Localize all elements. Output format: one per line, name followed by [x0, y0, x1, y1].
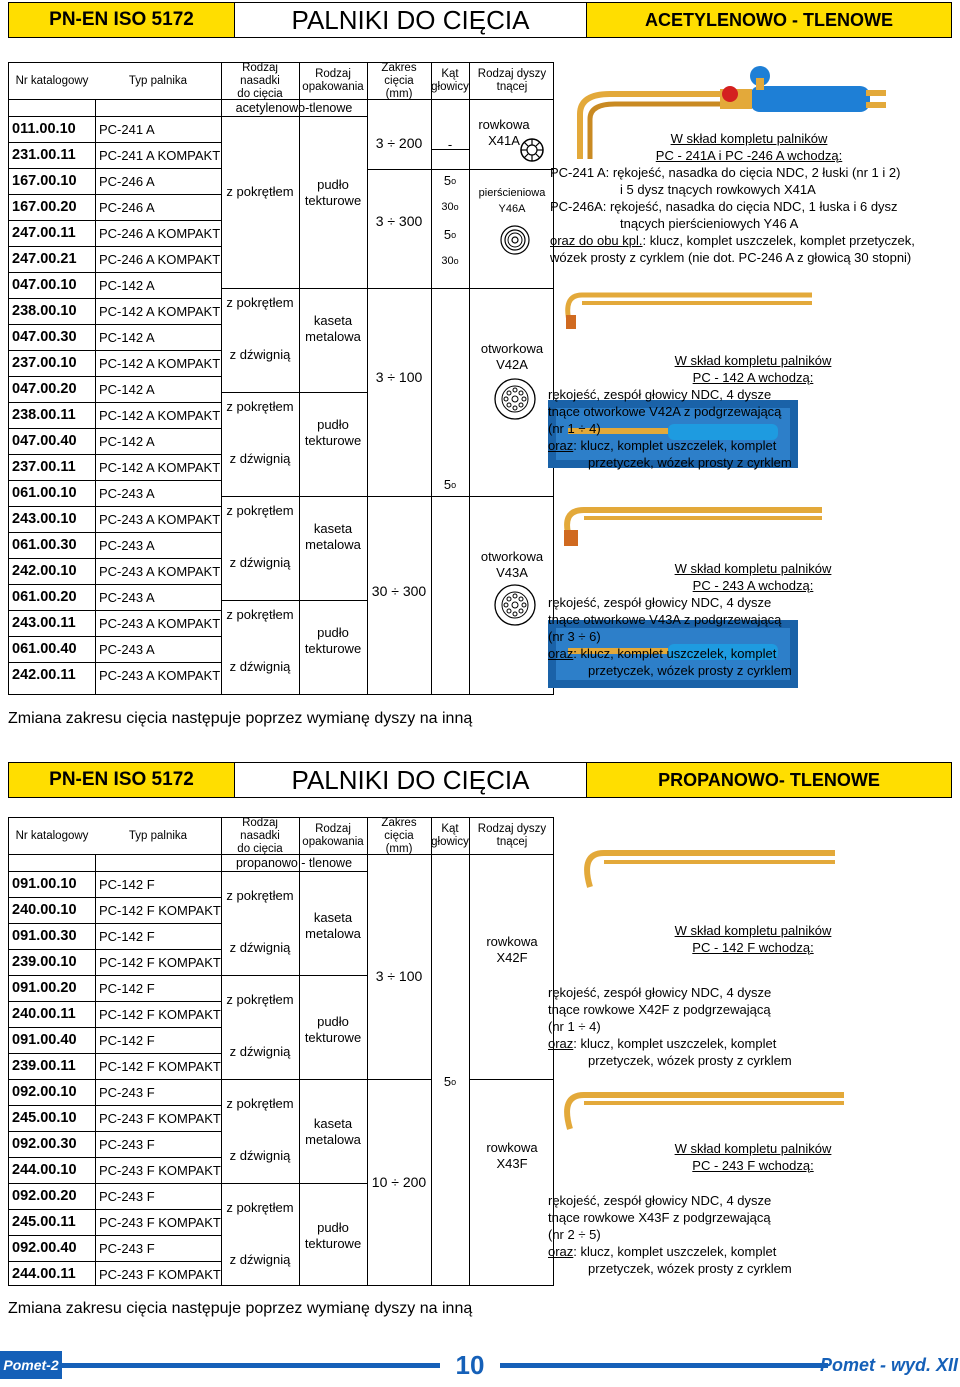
catalog-number: 092.00.10: [12, 1084, 77, 1100]
nozzle-type: z dźwignią: [229, 1148, 291, 1163]
kit-line: PC-246A: rękojeść, nasadka do cięcia NDC, 1 łuska i 6 dysz: [550, 199, 898, 214]
kit-line: PC-241 A: rękojeść, nasadka do cięcia NDC, 2 łuski (nr 1 i 2): [550, 165, 901, 180]
kit-line: oraz: klucz, komplet uszczelek, komplet: [548, 438, 777, 453]
kit-line: oraz: klucz, komplet uszczelek, komplet: [548, 1036, 777, 1051]
col-tip: Rodzaj dyszy tnącej: [477, 68, 547, 93]
nozzle-type: z dźwignią: [229, 555, 291, 570]
page-number: 10: [440, 1346, 500, 1384]
catalog-number: 091.00.10: [12, 876, 77, 892]
kit-line: (nr 3 ÷ 6): [548, 629, 601, 644]
cut-range: 3 ÷ 300: [375, 213, 423, 229]
col-tip: Rodzaj dyszy tnącej: [477, 823, 547, 848]
torch-type: PC-243 F KOMPAKT: [99, 1163, 221, 1178]
kit-heading: W skład kompletu palników: [674, 923, 832, 938]
torch-type: PC-142 A KOMPAKT: [99, 356, 221, 371]
catalog-number: 047.00.30: [12, 329, 77, 345]
kit-description-pc241: [540, 130, 958, 266]
head-angle: -: [447, 137, 453, 152]
tip-type: rowkowa X43F: [486, 1140, 538, 1171]
catalog-number: 167.00.20: [12, 199, 77, 215]
kit-line: i 5 dysz tnących rowkowych X41A: [620, 182, 816, 197]
nozzle-type: z dźwignią: [229, 659, 291, 674]
nozzle-type: z dźwignią: [229, 1252, 291, 1267]
kit-line: przetyczek, wózek prosty z cyrklem: [588, 455, 792, 470]
tip-type: rowkowa X41A: [478, 117, 530, 148]
cut-range: 3 ÷ 100: [375, 369, 423, 385]
nozzle-type: z pokrętłem: [226, 607, 294, 622]
catalog-number: 061.00.40: [12, 641, 77, 657]
catalog-number: 239.00.11: [12, 1058, 76, 1074]
tip-type: otworkowa V43A: [480, 549, 544, 580]
nozzle-type: z pokrętłem: [226, 1096, 294, 1111]
torch-type: PC-243 F KOMPAKT: [99, 1111, 221, 1126]
torch-type: PC-243 A KOMPAKT: [99, 512, 221, 527]
col-range: Zakres cięcia (mm): [381, 62, 417, 100]
table-header: [9, 818, 553, 855]
catalog-number: 061.00.30: [12, 537, 77, 553]
page-title: PALNIKI DO CIĘCIA: [235, 763, 587, 797]
kit-heading: PC - 142 F wchodzą:: [692, 940, 814, 955]
torch-type: PC-246 A: [99, 200, 155, 215]
nozzle-type: z dźwignią: [229, 347, 291, 362]
head-angle: 5$^o$: [443, 477, 457, 492]
col-package: Rodzaj opakowania: [302, 68, 364, 93]
col-catalog: Nr katalogowy: [15, 829, 89, 842]
torch-type: PC-243 F: [99, 1137, 155, 1152]
torch-image-pc243a: [560, 500, 830, 550]
col-package: Rodzaj opakowania: [302, 823, 364, 848]
torch-image-pc243f: [560, 1085, 850, 1135]
kit-description-pc243f: [548, 1140, 958, 1277]
package-type: kaseta metalowa: [305, 521, 361, 552]
cut-range: 3 ÷ 100: [375, 968, 423, 984]
kit-line: tnące rowkowe X43F z podgrzewającą: [548, 1210, 771, 1225]
head-angle: 5$^o$: [443, 227, 457, 242]
catalog-number: 091.00.40: [12, 1032, 77, 1048]
nozzle-type: z pokrętłem: [226, 184, 294, 199]
package-type: pudło tekturowe: [304, 177, 362, 208]
kit-line: (nr 2 ÷ 5): [548, 1227, 601, 1242]
torch-type: PC-142 F: [99, 1033, 155, 1048]
catalog-number: 238.00.10: [12, 303, 77, 319]
kit-line: oraz: klucz, komplet uszczelek, komplet: [548, 1244, 777, 1259]
kit-line: oraz do obu kpl.: klucz, komplet uszczelek, komplet przetyczek,: [550, 233, 915, 248]
torch-type: PC-142 F: [99, 929, 155, 944]
col-type: Typ palnika: [128, 74, 188, 87]
torch-table-acetylene: [8, 62, 554, 695]
package-type: pudło tekturowe: [304, 1220, 362, 1251]
kit-line: rękojeść, zespół głowicy NDC, 4 dysze: [548, 1193, 772, 1208]
nozzle-type: z dźwignią: [229, 1044, 291, 1059]
kit-description-pc142f: [548, 922, 958, 1069]
torch-type: PC-243 A KOMPAKT: [99, 668, 221, 683]
package-type: pudło tekturowe: [304, 625, 362, 656]
ring-tip-icon: [499, 224, 531, 256]
page-title: PALNIKI DO CIĘCIA: [235, 3, 587, 37]
catalog-number: 092.00.40: [12, 1240, 77, 1256]
kit-line: tnące otworkowe V43A z podgrzewającą: [548, 612, 782, 627]
catalog-number: 011.00.10: [12, 121, 76, 137]
kit-line: rękojeść, zespół głowicy NDC, 4 dysze: [548, 595, 772, 610]
col-nozzle: Rodzaj nasadki do cięcia: [237, 62, 283, 100]
gas-type-label: PROPANOWO- TLENOWE: [658, 769, 880, 790]
kit-line: przetyczek, wózek prosty z cyrklem: [588, 1261, 792, 1276]
kit-heading: W skład kompletu palników: [674, 353, 832, 368]
catalog-number: 091.00.20: [12, 980, 77, 996]
gas-row-label: acetylenowo-tlenowe: [235, 101, 353, 115]
catalog-number: 247.00.21: [12, 251, 77, 267]
kit-line: rękojeść, zespół głowicy NDC, 4 dysze: [548, 985, 772, 1000]
torch-image-pc142a: [562, 285, 822, 335]
kit-description-pc142a: [548, 352, 958, 471]
catalog-number: 247.00.11: [12, 225, 76, 241]
col-catalog: Nr katalogowy: [15, 74, 89, 87]
nozzle-type: z pokrętłem: [226, 295, 294, 310]
torch-type: PC-142 F KOMPAKT: [99, 1007, 221, 1022]
col-type: Typ palnika: [128, 829, 188, 842]
table-header: [9, 63, 553, 100]
torch-type: PC-243 F: [99, 1189, 155, 1204]
torch-type: PC-243 F KOMPAKT: [99, 1215, 221, 1230]
catalog-number: 231.00.11: [12, 147, 76, 163]
torch-type: PC-243 A: [99, 590, 155, 605]
footer-brand-left: Pomet-2: [0, 1351, 62, 1379]
kit-line: tnące rowkowe X42F z podgrzewającą: [548, 1002, 771, 1017]
catalog-number: 243.00.11: [12, 615, 76, 631]
torch-type: PC-142 A KOMPAKT: [99, 460, 221, 475]
torch-type: PC-142 A KOMPAKT: [99, 304, 221, 319]
standard-label: PN-EN ISO 5172: [9, 3, 235, 37]
kit-heading: PC - 243 A wchodzą:: [692, 578, 814, 593]
catalog-number: 239.00.10: [12, 954, 77, 970]
catalog-number: 240.00.11: [12, 1006, 76, 1022]
torch-type: PC-243 A: [99, 642, 155, 657]
kit-line: przetyczek, wózek prosty z cyrklem: [588, 1053, 792, 1068]
torch-type: PC-243 A KOMPAKT: [99, 564, 221, 579]
torch-type: PC-142 F: [99, 877, 155, 892]
header-section-2: [8, 762, 952, 798]
footer-brand-right: Pomet - wyd. XII: [819, 1354, 958, 1375]
torch-type: PC-142 F KOMPAKT: [99, 955, 221, 970]
torch-type: PC-241 A KOMPAKT: [99, 148, 221, 163]
torch-type: PC-142 A: [99, 382, 155, 397]
kit-line: (nr 1 ÷ 4): [548, 1019, 601, 1034]
torch-type: PC-142 A: [99, 278, 155, 293]
kit-line: oraz: klucz, komplet uszczelek, komplet: [548, 646, 777, 661]
torch-type: PC-243 A: [99, 538, 155, 553]
kit-heading: PC - 243 F wchodzą:: [692, 1158, 814, 1173]
catalog-number: 047.00.40: [12, 433, 77, 449]
package-type: kaseta metalowa: [305, 910, 361, 941]
kit-line: wózek prosty z cyrklem (nie dot. PC-246 A z głowicą 30 stopni): [550, 250, 912, 265]
torch-type: PC-246 A KOMPAKT: [99, 252, 221, 267]
note-text: Zmiana zakresu cięcia następuje poprzez wymianę dyszy na inną: [8, 1300, 473, 1317]
torch-type: PC-243 F: [99, 1085, 155, 1100]
catalog-number: 061.00.10: [12, 485, 77, 501]
torch-type: PC-142 F KOMPAKT: [99, 1059, 221, 1074]
kit-line: tnących pierścieniowych Y46 A: [620, 216, 799, 231]
nozzle-type: z dźwignią: [229, 451, 291, 466]
kit-heading: W skład kompletu palników: [674, 561, 832, 576]
catalog-number: 092.00.20: [12, 1188, 77, 1204]
col-angle: Kąt głowicy: [431, 823, 469, 848]
catalog-number: 167.00.10: [12, 173, 77, 189]
cut-range: 10 ÷ 200: [371, 1174, 427, 1190]
catalog-number: 243.00.10: [12, 511, 77, 527]
kit-heading: PC - 241A i PC -246 A wchodzą:: [655, 148, 843, 163]
catalog-number: 245.00.10: [12, 1110, 77, 1126]
catalog-number: 091.00.30: [12, 928, 77, 944]
catalog-number: 245.00.11: [12, 1214, 76, 1230]
head-angle: 5$^o$: [443, 173, 457, 188]
torch-type: PC-142 F: [99, 981, 155, 996]
package-type: kaseta metalowa: [305, 1116, 361, 1147]
package-type: kaseta metalowa: [305, 313, 361, 344]
kit-heading: W skład kompletu palników: [674, 1141, 832, 1156]
hole-tip-icon: [493, 377, 537, 421]
kit-heading: W skład kompletu palników: [670, 131, 828, 146]
tip-type: otworkowa V42A: [480, 341, 544, 372]
catalog-number: 237.00.11: [12, 459, 76, 475]
torch-type: PC-241 A: [99, 122, 155, 137]
torch-type: PC-142 A: [99, 434, 155, 449]
catalog-number: 047.00.10: [12, 277, 77, 293]
torch-type: PC-243 F KOMPAKT: [99, 1267, 221, 1282]
page-footer: [0, 1343, 960, 1387]
header-section-1: [8, 2, 952, 38]
catalog-number: 092.00.30: [12, 1136, 77, 1152]
torch-type: PC-142 A: [99, 330, 155, 345]
head-angle: 5$^o$: [443, 1074, 457, 1089]
tip-type: rowkowa X42F: [486, 934, 538, 965]
torch-type: PC-243 A KOMPAKT: [99, 616, 221, 631]
gas-row-label: propanowo - tlenowe: [235, 856, 353, 870]
catalog-number: 242.00.10: [12, 563, 77, 579]
kit-line: przetyczek, wózek prosty z cyrklem: [588, 663, 792, 678]
kit-line: (nr 1 ÷ 4): [548, 421, 601, 436]
catalog-number: 242.00.11: [12, 667, 76, 683]
catalog-number: 244.00.10: [12, 1162, 77, 1178]
note-text: Zmiana zakresu cięcia następuje poprzez wymianę dyszy na inną: [8, 710, 473, 727]
gas-type-label: ACETYLENOWO - TLENOWE: [645, 9, 893, 30]
standard-label: PN-EN ISO 5172: [9, 763, 235, 797]
catalog-number: 238.00.11: [12, 407, 76, 423]
catalog-number: 047.00.20: [12, 381, 77, 397]
nozzle-type: z pokrętłem: [226, 888, 294, 903]
cut-range: 3 ÷ 200: [375, 135, 423, 151]
torch-type: PC-246 A KOMPAKT: [99, 226, 221, 241]
head-angle: 30$^o$: [441, 201, 459, 213]
hole-tip-icon: [493, 583, 537, 627]
cut-range: 30 ÷ 300: [371, 583, 427, 599]
nozzle-type: z pokrętłem: [226, 503, 294, 518]
col-nozzle: Rodzaj nasadki do cięcia: [237, 817, 283, 855]
col-range: Zakres cięcia (mm): [381, 817, 417, 855]
nozzle-type: z pokrętłem: [226, 1200, 294, 1215]
torch-type: PC-246 A: [99, 174, 155, 189]
torch-type: PC-243 F: [99, 1241, 155, 1256]
package-type: pudło tekturowe: [304, 417, 362, 448]
torch-type: PC-243 A: [99, 486, 155, 501]
catalog-number: 240.00.10: [12, 902, 77, 918]
catalog-number: 237.00.10: [12, 355, 77, 371]
nozzle-type: z pokrętłem: [226, 399, 294, 414]
kit-line: rękojeść, zespół głowicy NDC, 4 dysze: [548, 387, 772, 402]
package-type: pudło tekturowe: [304, 1014, 362, 1045]
col-angle: Kąt głowicy: [431, 68, 469, 93]
head-angle: 30$^o$: [441, 255, 459, 267]
torch-type: PC-142 F KOMPAKT: [99, 903, 221, 918]
nozzle-type: z dźwignią: [229, 940, 291, 955]
tip-type: pierścieniowa Y46A: [478, 187, 546, 215]
torch-type: PC-142 A KOMPAKT: [99, 408, 221, 423]
kit-heading: PC - 142 A wchodzą:: [692, 370, 814, 385]
catalog-number: 244.00.11: [12, 1266, 76, 1282]
torch-image-pc142f: [580, 845, 840, 895]
catalog-number: 061.00.20: [12, 589, 77, 605]
torch-table-propane: [8, 817, 554, 1286]
nozzle-type: z pokrętłem: [226, 992, 294, 1007]
kit-line: tnące otworkowe V42A z podgrzewającą: [548, 404, 782, 419]
kit-description-pc243a: [548, 560, 958, 679]
